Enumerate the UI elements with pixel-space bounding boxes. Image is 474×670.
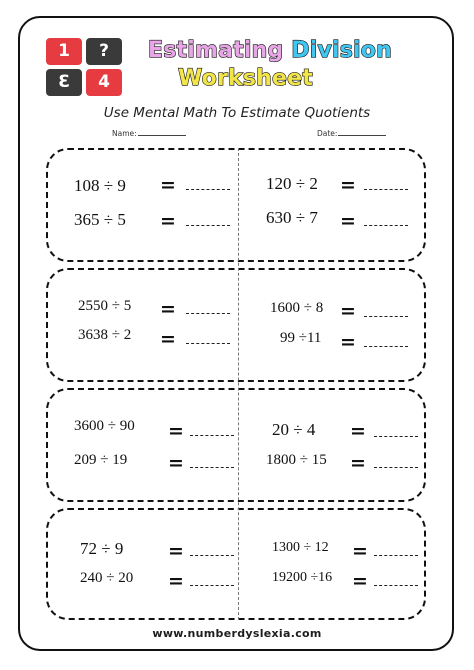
footer-website: www.numberdyslexia.com <box>152 627 322 640</box>
equals-sign: = <box>340 300 356 322</box>
date-label: Date: <box>317 129 338 138</box>
logo-tile-1: 1 <box>46 38 82 65</box>
answer-blank[interactable] <box>364 316 408 317</box>
name-label: Name: <box>112 129 137 138</box>
answer-blank[interactable] <box>186 225 230 226</box>
problem-box-4 <box>46 508 426 620</box>
logo-tile-4: 4 <box>86 69 122 96</box>
problem: 3638 ÷ 2 <box>78 327 132 343</box>
answer-blank[interactable] <box>190 555 234 556</box>
problem: 108 ÷ 9 <box>74 176 126 195</box>
answer-blank[interactable] <box>190 435 234 436</box>
answer-blank[interactable] <box>190 585 234 586</box>
answer-blank[interactable] <box>374 585 418 586</box>
equals-sign: = <box>350 420 366 442</box>
equals-sign: = <box>160 328 176 350</box>
date-field[interactable] <box>317 129 386 138</box>
equals-sign: = <box>168 452 184 474</box>
equals-sign: = <box>350 452 366 474</box>
logo <box>46 38 124 96</box>
equals-sign: = <box>168 420 184 442</box>
problem-box-2 <box>46 268 426 382</box>
answer-blank[interactable] <box>186 313 230 314</box>
equals-sign: = <box>340 174 356 196</box>
equals-sign: = <box>340 210 356 232</box>
answer-blank[interactable] <box>374 436 418 437</box>
answer-blank[interactable] <box>374 467 418 468</box>
problem: 120 ÷ 2 <box>266 174 318 193</box>
equals-sign: = <box>340 331 356 353</box>
name-field[interactable] <box>112 129 186 138</box>
problem: 1600 ÷ 8 <box>270 300 324 316</box>
problem: 1800 ÷ 15 <box>266 452 327 468</box>
name-blank[interactable] <box>138 135 186 136</box>
problem-box-1 <box>46 148 426 262</box>
answer-blank[interactable] <box>374 555 418 556</box>
title-word-estimating: Estimating <box>148 38 284 63</box>
equals-sign: = <box>160 210 176 232</box>
title-line-2: Worksheet <box>178 66 313 91</box>
problem: 20 ÷ 4 <box>272 420 316 439</box>
answer-blank[interactable] <box>186 189 230 190</box>
title-word-division: Division <box>291 38 392 63</box>
problem: 630 ÷ 7 <box>266 208 318 227</box>
equals-sign: = <box>160 298 176 320</box>
problem: 3600 ÷ 90 <box>74 418 135 434</box>
answer-blank[interactable] <box>190 467 234 468</box>
logo-tile-question: ? <box>86 38 122 65</box>
column-divider <box>238 148 239 620</box>
problem: 99 ÷11 <box>280 330 322 346</box>
problem: 1300 ÷ 12 <box>272 540 329 555</box>
equals-sign: = <box>352 540 368 562</box>
problem: 2550 ÷ 5 <box>78 298 132 314</box>
problem: 365 ÷ 5 <box>74 210 126 229</box>
date-blank[interactable] <box>338 135 386 136</box>
problem: 240 ÷ 20 <box>80 570 134 586</box>
subtitle: Use Mental Math To Estimate Quotients <box>103 105 371 121</box>
problem: 209 ÷ 19 <box>74 452 128 468</box>
problem-box-3 <box>46 388 426 502</box>
problem: 72 ÷ 9 <box>80 539 124 558</box>
equals-sign: = <box>160 174 176 196</box>
answer-blank[interactable] <box>186 343 230 344</box>
answer-blank[interactable] <box>364 225 408 226</box>
answer-blank[interactable] <box>364 189 408 190</box>
logo-tile-3: 3 <box>46 69 82 96</box>
equals-sign: = <box>168 540 184 562</box>
problem: 19200 ÷16 <box>272 570 333 585</box>
equals-sign: = <box>168 570 184 592</box>
title-line-1 <box>148 38 392 63</box>
answer-blank[interactable] <box>364 346 408 347</box>
equals-sign: = <box>352 570 368 592</box>
